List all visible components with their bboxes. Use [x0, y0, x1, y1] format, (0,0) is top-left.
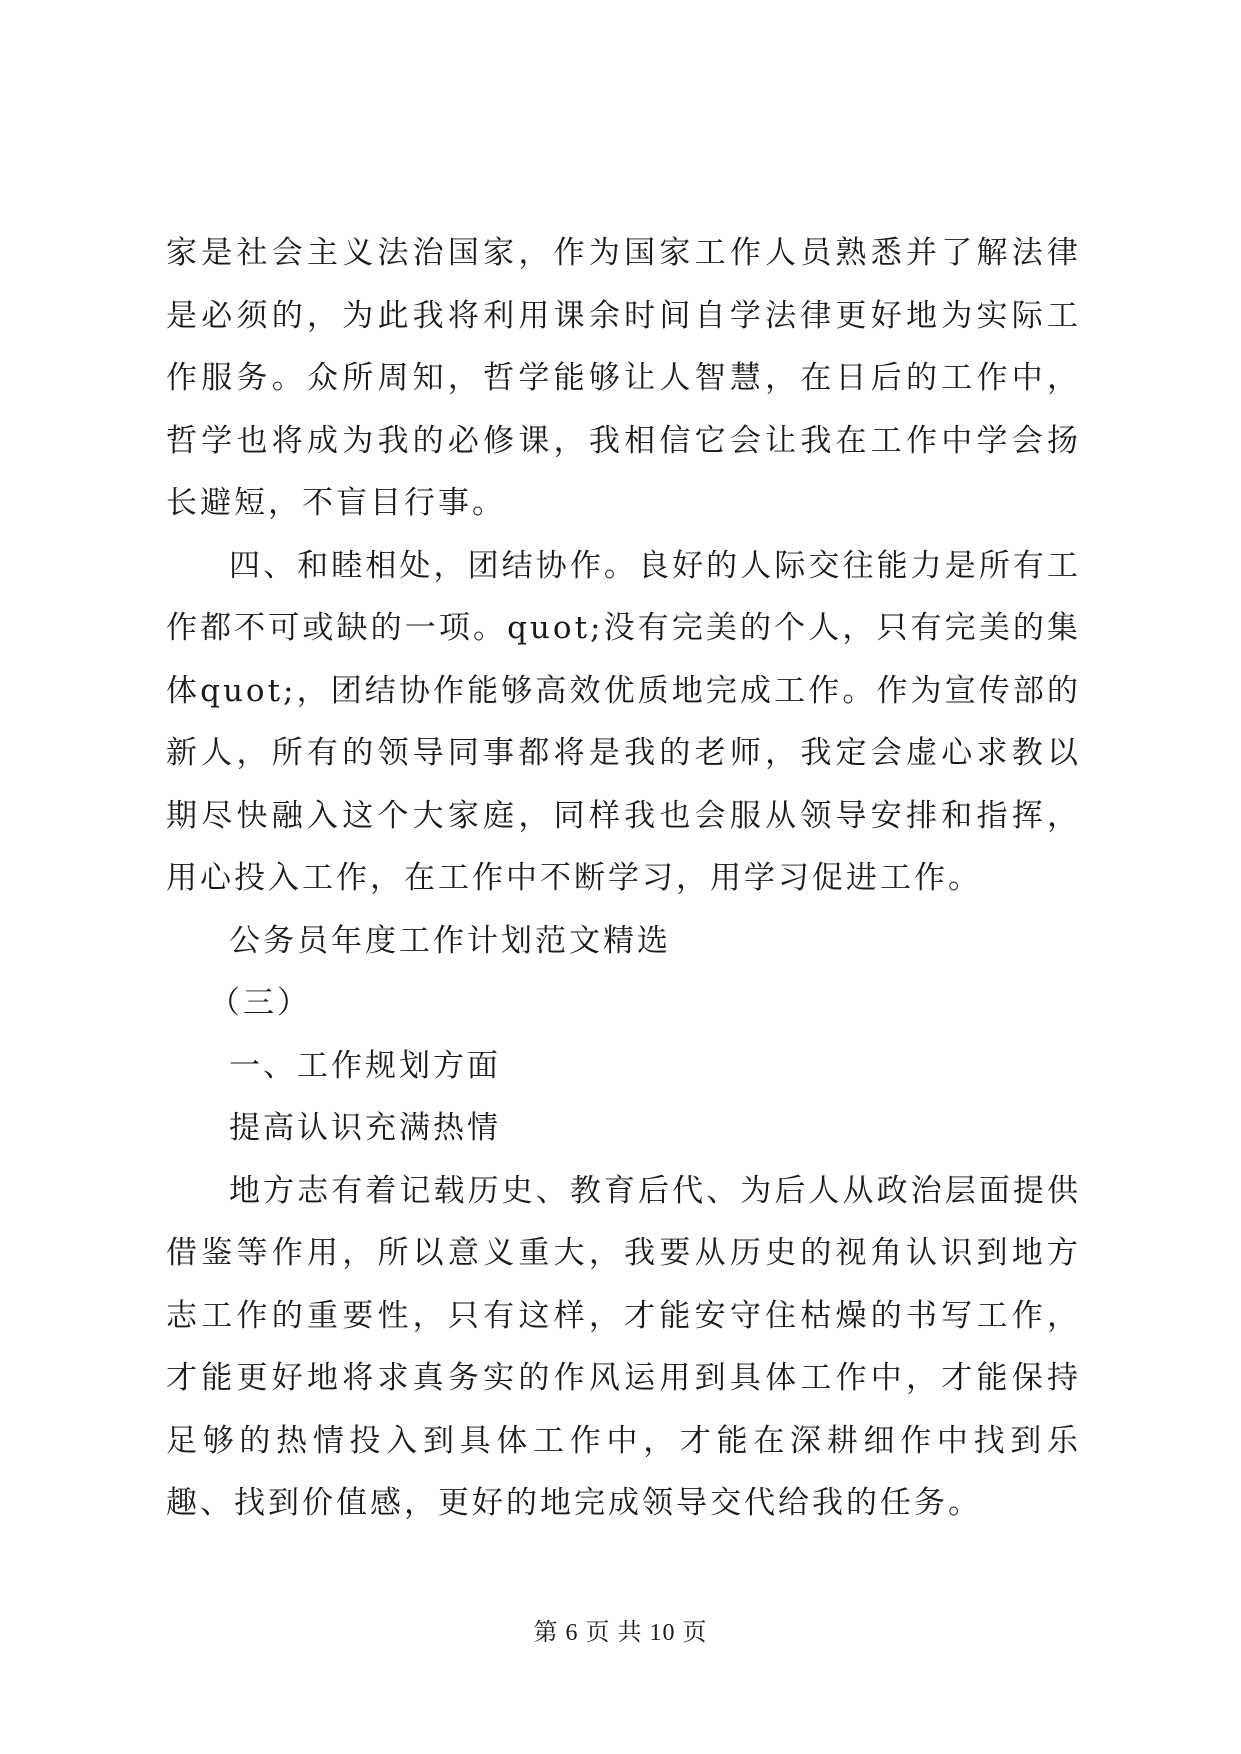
- section-heading: 一、工作规划方面: [229, 1047, 501, 1084]
- paragraph-local-chronicles: 地方志有着记载历史、教育后代、为后人从政治层面提供借鉴等作用，所以意义重大，我要从历史的视角认识到地方志工作的重要性，只有这样，才能安守住枯燥的书写工作，才能更好地将求真务实的作风运用到具体工作中，才能保持足够的热情投入到具体工作中，才能在深耕细作中找到乐趣、找到价值感，更好的地完成领导交代给我的任务。: [166, 1172, 1081, 1521]
- article-title: 公务员年度工作计划范文精选: [229, 922, 671, 959]
- page-number-footer: 第 6 页 共 10 页: [533, 1620, 708, 1646]
- document-body: [166, 222, 1081, 1535]
- part-label: （三）: [209, 985, 311, 1021]
- paragraph-teamwork: 四、和睦相处，团结协作。良好的人际交往能力是所有工作都不可或缺的一项。quot;没有完美的个人，只有完美的集体quot;，团结协作能够高效优质地完成工作。作为宣传部的新人，所有的领导同事都将是我的老师，我定会虚心求教以期尽快融入这个大家庭，同样我也会服从领导安排和指挥，用心投入工作，在工作中不断学习，用学习促进工作。: [166, 547, 1081, 896]
- sub-heading: 提高认识充满热情: [229, 1110, 501, 1146]
- paragraph-law-philosophy: 家是社会主义法治国家，作为国家工作人员熟悉并了解法律是必须的，为此我将利用课余时间自学法律更好地为实际工作服务。众所周知，哲学能够让人智慧，在日后的工作中，哲学也将成为我的必修课，我相信它会让我在工作中学会扬长避短，不盲目行事。: [166, 235, 1081, 521]
